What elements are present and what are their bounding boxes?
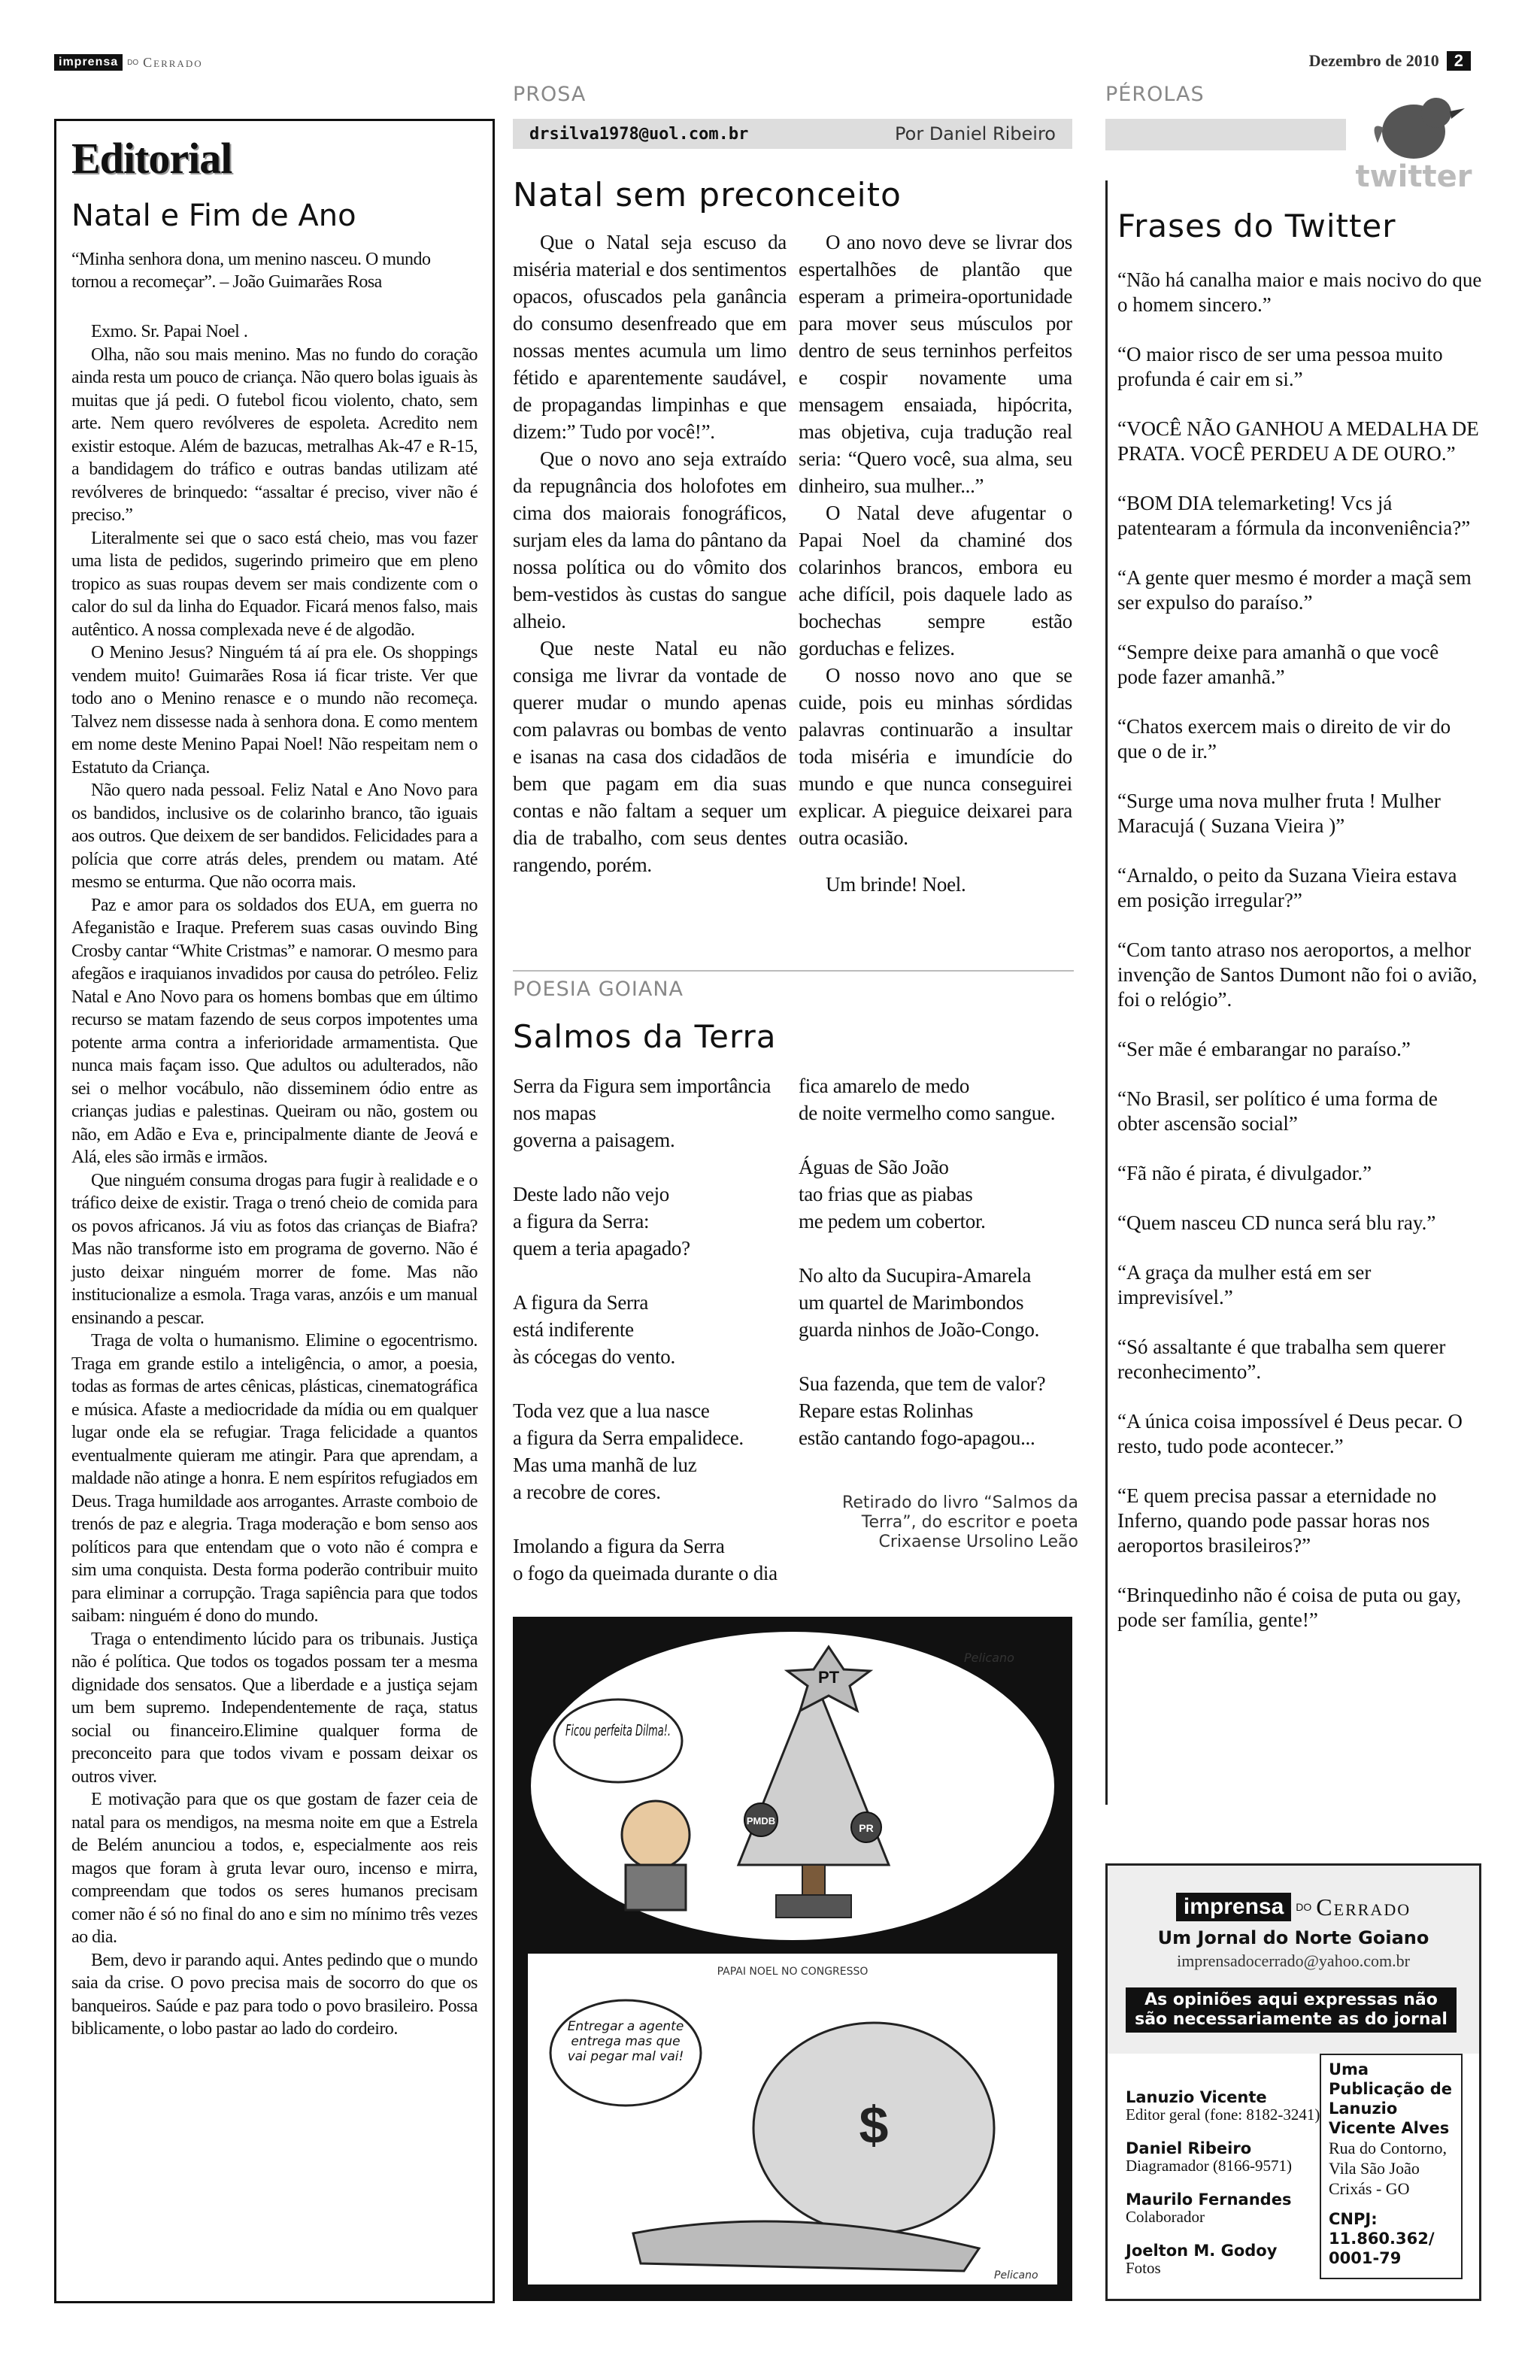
editorial-paragraph: Paz e amor para os soldados dos EUA, em guerra no Afeganistão e Iraque. Preferem suas casas ouvindo Bing Crosby cantar “White Cristmas” e namorar. O mesmo para afegãos e iraquianos invadidos por causa do petróleo. Feliz Natal e Ano Novo para os homens bombas que em último recurso se matam fazendo de seus corpos impotentes uma potente arma contra a inferioridade armamentista. Que nunca mais façam isso. Que adultos ou adulterados, não sei o melhor vocábulo, não disseminem ódio entre as crianças judias e palestinas. Queiram ou não, gostem ou não, em Adão e Eva e, principalmente diante de Jeová e Alá, eles são irmãs e irmãos. [71, 895, 477, 1167]
quote-item: “A gente quer mesmo é morder a maçã sem ser expulso do paraíso.” [1117, 566, 1472, 614]
editorial-paragraph: Traga de volta o humanismo. Elimine o egocentrismo. Traga em grande estilo a inteligência, o amor, a poesia, todas as formas de artes cênicas, plásticas, cinematográfica e música. Afaste a mediocridade da mídia ou em qualquer lugar onde ela se refugiar. Traga felicidade a quantos eventualmente quieram me atingir. Para que aprendam, a maldade não atinge a honra. E nem espíritos refugiados em Deus. Traga humildade aos arrogantes. Arraste comboio de trenós de paz e alegria. Traga moderação e bom senso aos políticos para que entendam que o voto não é compra e sim uma conquista. Desta forma poderão contribuir muito para eliminar a corrupção. Traga sapiência para que todos saibam: ninguém é dono do mundo. [71, 1331, 477, 1626]
prosa-paragraph: Que neste Natal eu não consiga me livrar da vontade de querer mudar o mundo apenas com palavras ou bombas de vento e isanas na casa dos cidadãos de bem que pagam em dia suas contas e não faltam a sequer um dia de trabalho, com seus dentes rangendo, porém. [513, 637, 787, 876]
money-bag-sign: $ [859, 2096, 889, 2154]
tree-star-label: PT [817, 1668, 840, 1687]
quote-item: “Ser mãe é embarangar no paraíso.” [1117, 1038, 1411, 1060]
staff-role: Fotos [1126, 2259, 1161, 2277]
twitter-bird-icon [1338, 83, 1489, 196]
cartoon-panel [513, 1617, 1072, 2301]
logo-cerrado: Cerrado [143, 54, 203, 70]
column-rule [1105, 180, 1108, 1805]
quote-item: “No Brasil, ser político é uma forma de obter ascensão social” [1117, 1087, 1438, 1135]
quote-item: “E quem precisa passar a eternidade no Inferno, quando pode passar horas nos aeroportos brasileiros?” [1117, 1484, 1437, 1557]
imprint-logo-imprensa: imprensa [1176, 1893, 1291, 1921]
publisher-address: Rua do Contorno, Vila São João Crixás - GO [1329, 2139, 1448, 2198]
bottom-balloon-text: Entregar a agente entrega mas que vai pegar mal vai! [567, 2019, 684, 2064]
section-tag-prosa: PROSA [513, 83, 587, 106]
logo-do: DO [127, 58, 139, 67]
imprint-subtitle: Um Jornal do Norte Goiano [1157, 1927, 1429, 1948]
prosa-column-1 [513, 229, 787, 878]
ornament-pmdb: PMDB [746, 1815, 776, 1827]
cartoon-santa-congress [528, 1954, 1057, 2284]
editorial-box [54, 119, 495, 2303]
staff-name: Joelton M. Godoy [1126, 2242, 1278, 2260]
quote-item: “Só assaltante é que trabalha sem querer reconhecimento”. [1117, 1336, 1446, 1383]
editorial-paragraph: Que ninguém consuma drogas para fugir à realidade e o tráfico deixe de existir. Traga o trenó cheio de comida para os povos africanos. Já viu as fotos das crianças de Biafra? Mas não transforme isto em programa de governo. Não é justo deixar ninguém morrer de fome. Mas não institucionalize a esmola. Traga varas, anzóis e um manual ensinando a pescar. [71, 1170, 477, 1328]
quote-item: “Não há canalha maior e mais nocivo do que o homem sincero.” [1117, 268, 1482, 316]
prosa-title: Natal sem preconceito [513, 176, 902, 214]
editorial-paragraph: Olha, não sou mais menino. Mas no fundo do coração ainda resta um pouco de criança. Não quero bolas iguais às muitas que já pedi. O futebol ficou violento, chato, sem arte. Nem quero revólveres de espoleta. Acredito nem existir estoque. Além de bazucas, metralhas Ak-47 e R-15, a bandidagem do tráfico e outras bandas utilizam até revólveres de brinquedo: “assaltar é preciso, viver não é preciso.” [71, 344, 477, 525]
publisher-box [1320, 2054, 1463, 2279]
author-byline: Por Daniel Ribeiro [895, 123, 1056, 144]
quote-item: “Arnaldo, o peito da Suzana Vieira estava em posição irregular?” [1117, 864, 1457, 911]
editorial-paragraph: Não quero nada pessoal. Feliz Natal e Ano Novo para os bandidos, inclusive os de colarinho branco, tão iguais aos outros. Que deixem de ser bandidos. Felicidades para a polícia que corre atrás deles, prendem ou matam. Até mesmo se enturma. Que não ocorra mais. [71, 781, 477, 892]
prosa-paragraph: Que o Natal seja escuso da miséria material e dos sentimentos opacos, ofuscados pela ganância do consumo desenfreado que em nossas mentes acumula um limo fétido e aparentemente saudável, de propagandas limpinhas e que dizem:” Tudo por você!”. [513, 231, 787, 443]
opinion-disclaimer: As opiniões aqui expressas não são necessariamente as do jornal [1126, 1987, 1457, 2033]
imprint-logo-cerrado: Cerrado [1316, 1893, 1411, 1921]
date-line [1309, 51, 1471, 71]
prosa-byline-bar [513, 119, 1072, 149]
editorial-paragraph: Traga o entendimento lúcido para os tribunais. Justiça não é política. Que todos os togados possam ter a mesma dignidade dos sensatos. Que a liberdade e a justiça sejam um bem supremo. Independentemente de raça, status social ou financeiro.Elimine qualquer forma de preconceito para que todos vivam e possam deixar os outros viver. [71, 1629, 477, 1787]
prosa-paragraph: O Natal deve afugentar o Papai Noel da chaminé dos colarinhos brancos, embora eu ache difícil, pois daquele lado as bochechas sempre estão gorduchas e felizes. [799, 502, 1072, 659]
prosa-paragraph: O nosso novo ano que se cuide, pois eu minhas sórdidas palavras continuarão a insultar toda miséria e imundície do mundo e que nunca conseguirei explicar. A pieguice deixarei para outra ocasião. [799, 664, 1072, 849]
imprint-logo-do: DO [1296, 1901, 1312, 1913]
section-divider [513, 970, 1074, 972]
staff-name: Lanuzio Vicente [1126, 2088, 1267, 2106]
editorial-salutation: Exmo. Sr. Papai Noel . [91, 322, 248, 341]
cartoon-signature-2: Pelicano [994, 2269, 1038, 2281]
staff-name: Daniel Ribeiro [1126, 2139, 1252, 2157]
quote-item: “O maior risco de ser uma pessoa muito profunda é cair em si.” [1117, 343, 1443, 390]
imprint-logo [1176, 1893, 1411, 1921]
quote-item: “Com tanto atraso nos aeroportos, a melhor invenção de Santos Dumont não foi o avião, foi o relógio”. [1117, 938, 1478, 1011]
prosa-column-2 [799, 229, 1072, 898]
cartoon-christmas-tree [531, 1632, 1054, 1940]
publisher-cnpj: CNPJ: 11.860.362/ 0001-79 [1329, 2210, 1435, 2267]
prosa-signoff: Um brinde! Noel. [826, 873, 966, 896]
quote-item: “Fã não é pirata, é divulgador.” [1117, 1162, 1372, 1184]
perolas-band [1105, 119, 1346, 150]
section-tag-perolas: PÉROLAS [1105, 83, 1205, 106]
staff-role: Colaborador [1126, 2208, 1205, 2226]
poem-title: Salmos da Terra [513, 1018, 777, 1055]
editorial-body [71, 320, 477, 2041]
author-email[interactable]: drsilva1978@uol.com.br [529, 124, 749, 144]
staff-role: Diagramador (8166-9571) [1126, 2157, 1293, 2175]
masthead-logo [54, 54, 203, 71]
editorial-paragraph: Literalmente sei que o saco está cheio, mas vou fazer uma lista de pedidos, sugerindo primeiro que em pleno tropico as suas roupas devem ser mais condizente com o calor do sul da linha do Equador. Ficará menos falso, mais autêntico. A nossa complexada neve é de algodão. [71, 528, 477, 640]
poem-column-2: fica amarelo de medo de noite vermelho como sangue. Águas de São João tao frias que as piabas me pedem um cobertor. No alto da Sucupira-Amarela um quartel de Marimbondos guarda ninhos de João-Congo. Sua fazenda, que tem de valor? Repare estas Rolinhas estão cantando fogo-apagou... [799, 1075, 1056, 1449]
poem-credit: Retirado do livro “Salmos da Terra”, do escritor e poeta Crixaense Ursolino Leão [842, 1493, 1078, 1551]
poem-column-1: Serra da Figura sem importância nos mapas governa a paisagem. Deste lado não vejo a figura da Serra: quem a teria apagado? A figura da Serra está indiferente às cócegas do vento. Toda vez que a lua nasce a figura da Serra empalidece. Mas uma manhã de luz a recobre de cores. Imolando a figura da Serra o fogo da queimada durante o dia [513, 1075, 778, 1584]
quote-item: “Quem nasceu CD nunca será blu ray.” [1117, 1211, 1436, 1234]
cartoon-illustrations [513, 1617, 1072, 2301]
publisher-name: Uma Publicação de Lanuzio Vicente Alves [1329, 2060, 1453, 2137]
cartoon-header: PAPAI NOEL NO CONGRESSO [717, 1966, 869, 1978]
quote-item: “Brinquedinho não é coisa de puta ou gay, pode ser família, gente!” [1117, 1584, 1462, 1631]
quote-item: “BOM DIA telemarketing! Vcs já patentearam a fórmula da inconveniência?” [1117, 492, 1471, 539]
editorial-paragraph: O Menino Jesus? Ninguém tá aí pra ele. Os shoppings vendem muito! Guimarães Rosa iá ficar triste. Ver que todo ano o Menino renasce e o mundo não recomeça. Talvez nem dissesse nada à senhora dona. E como mentem em nome deste Menino Papai Noel! Não respeitam nem o Estatuto da Criança. [71, 643, 477, 778]
staff-role: Editor geral (fone: 8182-3241) [1126, 2106, 1320, 2124]
twitter-quotes-list [1117, 268, 1483, 1657]
issue-date: Dezembro de 2010 [1308, 51, 1439, 70]
editorial-subtitle: Natal e Fim de Ano [71, 199, 356, 233]
staff-list [1126, 2088, 1321, 2276]
editorial-paragraph: E motivação para que os que gostam de fazer ceia de natal para os mendigos, na mesma noite em que a Estrela de Belém anunciou a todos, e, especialmente aos reis magos que foram à gruta levar ouro, incenso e mirra, compreendam que todos os seres humanos precisam comer não é só no final do ano e sim no mínimo três vezes ao dia. [71, 1790, 477, 1947]
quote-item: “Sempre deixe para amanhã o que você pode fazer amanhã.” [1117, 641, 1439, 688]
logo-imprensa: imprensa [54, 54, 123, 71]
perolas-title: Frases do Twitter [1117, 208, 1396, 244]
quote-item: “A única coisa impossível é Deus pecar. O resto, tudo pode acontecer.” [1117, 1410, 1463, 1457]
cartoon-signature: Pelicano [964, 1651, 1014, 1665]
twitter-wordmark: twitter [1355, 159, 1472, 194]
editorial-title: Editorial [71, 134, 232, 183]
page-number: 2 [1447, 51, 1471, 71]
prosa-paragraph: O ano novo deve se livrar dos espertalhões de plantão que esperam a primeira-oportunidade para mover seus músculos por dentro de seus terninhos perfeitos e cospir novamente uma mensagem ensaiada, hipócrita, mas objetiva, cuja tradução real seria: “Quero você, sua alma, seu dinheiro, sua mulher...” [799, 231, 1072, 497]
staff-name: Maurilo Fernandes [1126, 2191, 1292, 2209]
quote-item: “Chatos exercem mais o direito de vir do que o de ir.” [1117, 715, 1451, 763]
ornament-pr: PR [859, 1822, 874, 1834]
quote-item: “A graça da mulher está em ser imprevisível.” [1117, 1261, 1372, 1308]
quote-item: “VOCÊ NÃO GANHOU A MEDALHA DE PRATA. VOCÊ PERDEU A DE OURO.” [1117, 417, 1479, 465]
prosa-paragraph: Que o novo ano seja extraído da repugnância dos holofotes em cima dos maiorais fonográficos, surjam eles da lama do pântano da nossa política ou do vômito dos bem-vestidos às custas do sangue alheio. [513, 447, 787, 632]
imprint-email[interactable]: imprensadocerrado@yahoo.com.br [1177, 1951, 1410, 1970]
quote-item: “Surge uma nova mulher fruta ! Mulher Maracujá ( Suzana Vieira )” [1117, 790, 1441, 837]
top-balloon-text: Ficou perfeita Dilma!. [565, 1721, 671, 1739]
editorial-paragraph: Bem, devo ir parando aqui. Antes pedindo que o mundo saia da crise. O povo precisa mais de socorro do que os banqueiros. Saúde e paz para todo o povo brasileiro. Possa biblicamente, o lobo pastar ao lado do cordeiro. [71, 1950, 477, 2039]
editorial-epigraph: “Minha senhora dona, um menino nasceu. O mundo tornou a recomeçar”. – João Guimarães Rosa [71, 250, 431, 292]
section-tag-poesia: POESIA GOIANA [513, 978, 684, 1001]
imprint-box [1105, 1863, 1481, 2301]
